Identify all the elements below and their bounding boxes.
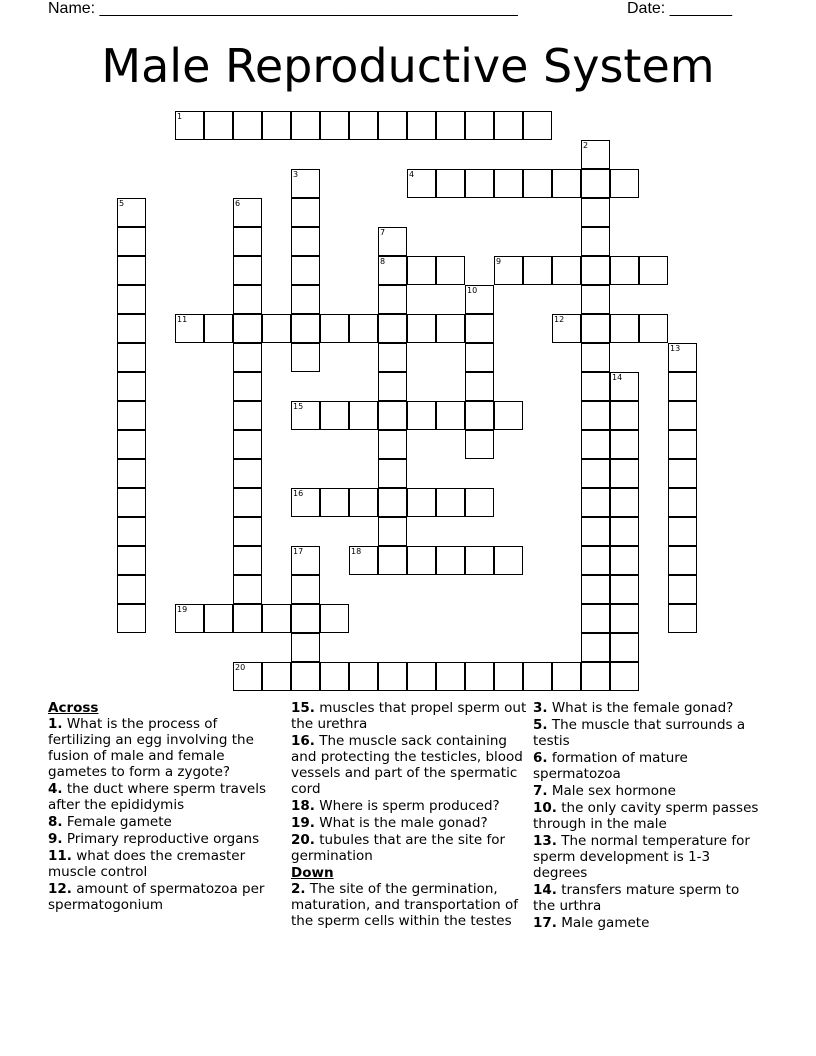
grid-cell[interactable] [204, 314, 233, 343]
clue-text: Female gamete [66, 814, 172, 830]
clue-number-label: 15 [293, 402, 304, 411]
grid-cell[interactable] [233, 604, 262, 633]
clue-item [48, 831, 278, 847]
grid-cell[interactable] [320, 662, 349, 691]
grid-cell[interactable] [581, 256, 610, 285]
clue-item [291, 815, 527, 831]
grid-cell[interactable] [349, 662, 378, 691]
grid-cell[interactable] [581, 314, 610, 343]
grid-cell[interactable] [407, 111, 436, 140]
grid-cell[interactable] [291, 111, 320, 140]
clue-item [291, 881, 527, 929]
clue-number: 17. [533, 915, 557, 931]
grid-cell[interactable] [407, 546, 436, 575]
clue-number: 5. [533, 717, 548, 733]
grid-cell[interactable] [436, 111, 465, 140]
grid-cell[interactable] [465, 169, 494, 198]
name-field-label[interactable]: Name: _______________________________________________ [48, 0, 518, 17]
grid-cell[interactable] [233, 227, 262, 256]
clue-item [533, 717, 761, 749]
grid-cell[interactable] [291, 314, 320, 343]
grid-cell[interactable] [465, 314, 494, 343]
grid-cell[interactable] [117, 517, 146, 546]
grid-cell[interactable] [581, 546, 610, 575]
grid-cell[interactable] [668, 459, 697, 488]
clue-number: 19. [291, 815, 315, 831]
grid-cell[interactable] [581, 285, 610, 314]
grid-cell[interactable] [117, 314, 146, 343]
clue-number: 18. [291, 798, 315, 814]
clue-item [533, 833, 761, 881]
grid-cell[interactable] [378, 430, 407, 459]
grid-cell[interactable] [581, 227, 610, 256]
grid-cell[interactable] [581, 401, 610, 430]
grid-cell[interactable] [581, 488, 610, 517]
grid-cell[interactable] [233, 314, 262, 343]
grid-cell[interactable] [523, 662, 552, 691]
clue-number: 14. [533, 882, 557, 898]
clues-section [0, 700, 816, 1000]
clue-item [291, 798, 527, 814]
grid-cell[interactable] [117, 401, 146, 430]
clue-item [533, 915, 761, 931]
grid-cell[interactable] [117, 488, 146, 517]
grid-cell[interactable] [233, 575, 262, 604]
grid-cell[interactable] [378, 111, 407, 140]
clue-text: the duct where sperm travels after the epididymis [48, 781, 267, 813]
grid-cell[interactable] [552, 662, 581, 691]
grid-cell[interactable] [291, 343, 320, 372]
clue-item [48, 781, 278, 813]
grid-cell[interactable] [668, 372, 697, 401]
grid-cell[interactable] [552, 256, 581, 285]
grid-cell[interactable] [523, 169, 552, 198]
grid-cell[interactable] [494, 111, 523, 140]
grid-cell[interactable] [494, 169, 523, 198]
grid-cell[interactable] [668, 430, 697, 459]
grid-cell[interactable] [465, 401, 494, 430]
clue-text: what does the cremaster muscle control [48, 848, 246, 880]
clue-number-label: 16 [293, 489, 304, 498]
clue-text: tubules that are the site for germination [291, 832, 506, 864]
clue-text: muscles that propel sperm out the urethra [291, 700, 527, 732]
grid-cell[interactable] [668, 401, 697, 430]
clue-column-2 [291, 700, 527, 930]
grid-cell[interactable] [668, 546, 697, 575]
grid-cell[interactable] [436, 662, 465, 691]
clue-number: 15. [291, 700, 315, 716]
grid-cell[interactable] [291, 198, 320, 227]
grid-cell[interactable] [581, 198, 610, 227]
clue-number: 20. [291, 832, 315, 848]
grid-cell[interactable] [407, 256, 436, 285]
grid-cell[interactable] [465, 372, 494, 401]
clue-item [48, 814, 278, 830]
grid-cell[interactable] [117, 343, 146, 372]
grid-cell[interactable] [610, 314, 639, 343]
grid-cell[interactable] [291, 285, 320, 314]
grid-cell[interactable] [552, 169, 581, 198]
grid-cell[interactable] [349, 488, 378, 517]
clue-number-label: 11 [177, 315, 188, 324]
clue-number: 13. [533, 833, 557, 849]
grid-cell[interactable] [668, 604, 697, 633]
clue-number: 3. [533, 700, 548, 716]
grid-cell[interactable] [639, 256, 668, 285]
clue-number-label: 3 [293, 170, 299, 179]
grid-cell[interactable] [436, 169, 465, 198]
grid-cell[interactable] [117, 459, 146, 488]
grid-cell[interactable] [610, 517, 639, 546]
grid-cell[interactable] [523, 111, 552, 140]
grid-cell[interactable] [407, 488, 436, 517]
grid-cell[interactable] [378, 401, 407, 430]
grid-cell[interactable] [320, 604, 349, 633]
clue-number: 6. [533, 750, 548, 766]
clue-item [533, 783, 761, 799]
grid-cell[interactable] [407, 401, 436, 430]
grid-cell[interactable] [320, 488, 349, 517]
grid-cell[interactable] [117, 430, 146, 459]
clue-number: 9. [48, 831, 63, 847]
grid-cell[interactable] [291, 662, 320, 691]
across-heading: Across [48, 700, 99, 716]
clue-item [533, 882, 761, 914]
grid-cell[interactable] [494, 401, 523, 430]
grid-cell[interactable] [349, 314, 378, 343]
clue-item [533, 800, 761, 832]
clue-text: the only cavity sperm passes through in the male [533, 800, 759, 832]
grid-cell[interactable] [233, 285, 262, 314]
clue-number: 10. [533, 800, 557, 816]
clue-item [533, 700, 761, 716]
grid-cell[interactable] [494, 662, 523, 691]
grid-cell[interactable] [494, 546, 523, 575]
grid-cell[interactable] [610, 633, 639, 662]
clue-text: The normal temperature for sperm development is 1-3 degrees [533, 833, 750, 881]
grid-cell[interactable] [291, 256, 320, 285]
grid-cell[interactable] [378, 314, 407, 343]
grid-cell[interactable] [262, 604, 291, 633]
clue-text: transfers mature sperm to the urthra [533, 882, 740, 914]
clue-text: Where is sperm produced? [319, 798, 500, 814]
clue-text: The site of the germination, maturation, and transportation of the sperm cells within the testes [291, 881, 519, 929]
clue-text: The muscle that surrounds a testis [533, 717, 746, 749]
grid-cell[interactable] [581, 662, 610, 691]
grid-cell[interactable] [436, 546, 465, 575]
grid-cell[interactable] [378, 459, 407, 488]
clue-number: 1. [48, 716, 63, 732]
grid-cell[interactable] [581, 633, 610, 662]
grid-cell[interactable] [233, 401, 262, 430]
grid-cell[interactable] [465, 662, 494, 691]
grid-cell[interactable] [610, 401, 639, 430]
grid-cell[interactable] [262, 314, 291, 343]
grid-cell[interactable] [610, 488, 639, 517]
clue-column-1 [48, 700, 278, 914]
grid-cell[interactable] [378, 662, 407, 691]
clue-number-label: 18 [351, 547, 362, 556]
grid-cell[interactable] [349, 401, 378, 430]
clue-text: amount of spermatozoa per spermatogonium [48, 881, 265, 913]
grid-cell[interactable] [523, 256, 552, 285]
clue-number-label: 4 [409, 170, 415, 179]
clue-number-label: 10 [467, 286, 478, 295]
grid-cell[interactable] [233, 517, 262, 546]
grid-cell[interactable] [233, 546, 262, 575]
grid-cell[interactable] [465, 343, 494, 372]
grid-cell[interactable] [378, 343, 407, 372]
clue-number-label: 9 [496, 257, 502, 266]
grid-cell[interactable] [378, 488, 407, 517]
page-title: Male Reproductive System [101, 39, 715, 93]
grid-cell[interactable] [262, 662, 291, 691]
grid-cell[interactable] [291, 227, 320, 256]
grid-cell[interactable] [610, 575, 639, 604]
grid-cell[interactable] [117, 604, 146, 633]
grid-cell[interactable] [581, 372, 610, 401]
grid-cell[interactable] [291, 633, 320, 662]
grid-cell[interactable] [320, 314, 349, 343]
clue-item [533, 750, 761, 782]
grid-cell[interactable] [320, 111, 349, 140]
grid-cell[interactable] [291, 575, 320, 604]
clue-item [291, 700, 527, 732]
clue-number: 7. [533, 783, 548, 799]
grid-cell[interactable] [581, 459, 610, 488]
grid-cell[interactable] [610, 459, 639, 488]
grid-cell[interactable] [436, 401, 465, 430]
clue-column-3 [533, 700, 761, 932]
grid-cell[interactable] [610, 169, 639, 198]
clue-number-label: 13 [670, 344, 681, 353]
grid-cell[interactable] [378, 372, 407, 401]
grid-cell[interactable] [581, 517, 610, 546]
clue-number-label: 7 [380, 228, 386, 237]
clue-text: The muscle sack containing and protecting the testicles, blood vessels and part of the spermatic cord [291, 733, 523, 797]
clue-number: 12. [48, 881, 72, 897]
grid-cell[interactable] [610, 546, 639, 575]
grid-cell[interactable] [233, 488, 262, 517]
grid-cell[interactable] [610, 604, 639, 633]
grid-cell[interactable] [581, 430, 610, 459]
grid-cell[interactable] [117, 372, 146, 401]
clue-number-label: 20 [235, 663, 246, 672]
grid-cell[interactable] [465, 430, 494, 459]
grid-cell[interactable] [117, 256, 146, 285]
grid-cell[interactable] [581, 169, 610, 198]
grid-cell[interactable] [117, 285, 146, 314]
grid-cell[interactable] [349, 111, 378, 140]
clue-number: 8. [48, 814, 63, 830]
grid-cell[interactable] [233, 111, 262, 140]
grid-cell[interactable] [204, 604, 233, 633]
clue-number-label: 12 [554, 315, 565, 324]
grid-cell[interactable] [407, 662, 436, 691]
date-field-label[interactable]: Date: _______ [627, 0, 732, 17]
clue-text: What is the male gonad? [319, 815, 488, 831]
grid-cell[interactable] [581, 575, 610, 604]
grid-cell[interactable] [378, 546, 407, 575]
grid-cell[interactable] [262, 111, 291, 140]
clue-item [48, 848, 278, 880]
clue-number: 2. [291, 881, 306, 897]
clue-number-label: 8 [380, 257, 386, 266]
grid-cell[interactable] [610, 430, 639, 459]
clue-item [48, 716, 278, 780]
clue-number-label: 6 [235, 199, 241, 208]
grid-cell[interactable] [233, 343, 262, 372]
grid-cell[interactable] [407, 314, 436, 343]
clue-number-label: 1 [177, 112, 183, 121]
down-heading: Down [291, 865, 334, 881]
grid-cell[interactable] [639, 314, 668, 343]
grid-cell[interactable] [233, 372, 262, 401]
grid-cell[interactable] [436, 314, 465, 343]
grid-cell[interactable] [465, 546, 494, 575]
grid-cell[interactable] [204, 111, 233, 140]
grid-cell[interactable] [117, 546, 146, 575]
grid-cell[interactable] [668, 488, 697, 517]
grid-cell[interactable] [610, 662, 639, 691]
grid-cell[interactable] [610, 256, 639, 285]
clue-number-label: 5 [119, 199, 125, 208]
clue-number-label: 2 [583, 141, 589, 150]
clue-text: What is the female gonad? [551, 700, 734, 716]
clue-number: 16. [291, 733, 315, 749]
clue-number-label: 19 [177, 605, 188, 614]
grid-cell[interactable] [233, 256, 262, 285]
grid-cell[interactable] [581, 604, 610, 633]
grid-cell[interactable] [378, 285, 407, 314]
grid-cell[interactable] [233, 459, 262, 488]
grid-cell[interactable] [668, 575, 697, 604]
grid-cell[interactable] [291, 604, 320, 633]
clue-number-label: 14 [612, 373, 623, 382]
grid-cell[interactable] [668, 517, 697, 546]
grid-cell[interactable] [436, 256, 465, 285]
clue-text: Male gamete [561, 915, 650, 931]
clue-item [48, 881, 278, 913]
clue-text: Primary reproductive organs [66, 831, 260, 847]
grid-cell[interactable] [465, 111, 494, 140]
grid-cell[interactable] [465, 488, 494, 517]
clue-text: What is the process of fertilizing an egg involving the fusion of male and female gametes to form a zygote? [48, 716, 254, 780]
clue-text: formation of mature spermatozoa [533, 750, 688, 782]
grid-cell[interactable] [233, 430, 262, 459]
grid-cell[interactable] [320, 401, 349, 430]
grid-cell[interactable] [581, 343, 610, 372]
grid-cell[interactable] [378, 517, 407, 546]
grid-cell[interactable] [436, 488, 465, 517]
clue-number-label: 17 [293, 547, 304, 556]
clue-text: Male sex hormone [551, 783, 676, 799]
clue-item [291, 733, 527, 797]
clue-item [291, 832, 527, 864]
grid-cell[interactable] [117, 227, 146, 256]
clue-number: 11. [48, 848, 72, 864]
clue-number: 4. [48, 781, 63, 797]
grid-cell[interactable] [117, 575, 146, 604]
